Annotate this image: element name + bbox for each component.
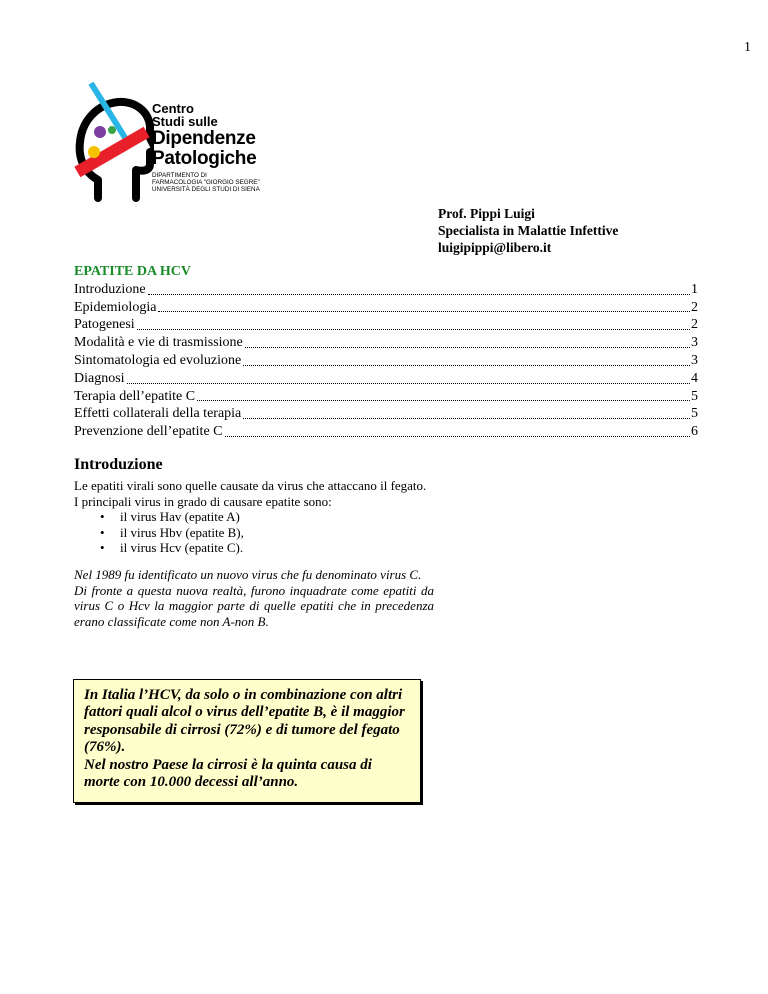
page-number: 1 — [744, 40, 751, 55]
logo-department — [152, 172, 260, 193]
toc-entry-page: 5 — [691, 388, 698, 404]
toc-dot-leader — [243, 418, 690, 419]
author-block — [438, 205, 618, 256]
toc-dot-leader — [197, 400, 690, 401]
highlight-box — [73, 679, 421, 803]
italic-block — [74, 567, 434, 629]
logo-dept-line2: FARMACOLOGIA "GIORGIO SEGRE" — [152, 179, 260, 186]
toc-entry-page: 6 — [691, 424, 698, 440]
toc-entry-page: 3 — [691, 352, 698, 368]
toc-entry-page: 3 — [691, 335, 698, 351]
section-title: Introduzione — [74, 456, 163, 473]
toc-entry[interactable] — [74, 405, 698, 423]
highlight-text: Nel nostro Paese la cirrosi è la quinta causa di morte con 10.000 decessi all’anno. — [84, 756, 372, 791]
virus-list — [100, 509, 434, 556]
toc-entry-page: 2 — [691, 317, 698, 333]
author-email[interactable]: luigipippi@libero.it — [438, 240, 552, 255]
toc-entry[interactable] — [74, 352, 698, 370]
toc-entry-label: Epidemiologia — [74, 299, 157, 315]
table-of-contents — [74, 263, 698, 441]
toc-entry-label: Effetti collaterali della terapia — [74, 406, 242, 422]
toc-dot-leader — [245, 347, 690, 348]
toc-entry-page: 4 — [691, 370, 698, 386]
highlight-text: In Italia l’HCV, da solo o in combinazione con altri fattori quali alcol o virus dell’epatite B, è il maggior responsabile di cirrosi (72%) e di tumore del fegato (76%). — [84, 687, 405, 756]
logo-text — [152, 102, 260, 193]
head-profile-logo-icon — [70, 80, 154, 220]
toc-list — [74, 281, 698, 441]
logo-line-studi: Studi sulle — [152, 114, 218, 129]
toc-title: EPATITE DA HCV — [74, 264, 191, 279]
toc-entry[interactable] — [74, 334, 698, 352]
toc-entry-label: Patogenesi — [74, 317, 135, 333]
italic-paragraph: Nel 1989 fu identificato un nuovo virus che fu denominato virus C. — [74, 566, 422, 582]
logo-line-centro: Centro — [152, 101, 194, 116]
toc-dot-leader — [158, 311, 690, 312]
toc-dot-leader — [225, 436, 691, 437]
toc-dot-leader — [137, 329, 690, 330]
toc-entry[interactable] — [74, 281, 698, 299]
toc-dot-leader — [148, 294, 690, 295]
toc-entry[interactable] — [74, 316, 698, 334]
toc-entry-page: 1 — [691, 281, 698, 297]
logo — [70, 80, 270, 220]
toc-entry[interactable] — [74, 370, 698, 388]
toc-dot-leader — [127, 383, 690, 384]
list-item: • il virus Hav (epatite A) — [100, 509, 434, 525]
toc-entry-label: Prevenzione dell’epatite C — [74, 424, 223, 440]
toc-entry-label: Terapia dell’epatite C — [74, 388, 196, 404]
list-item: • il virus Hcv (epatite C). — [100, 540, 434, 556]
toc-entry-label: Introduzione — [74, 281, 146, 297]
italic-paragraph: Di fronte a questa nuova realtà, furono inquadrate come epatiti da virus C o Hcv la maggior parte di quelle epatiti che in precedenza erano classificate come non A-non B. — [74, 582, 434, 629]
logo-line-dipendenze: Dipendenze — [152, 128, 256, 149]
author-title: Specialista in Malattie Infettive — [438, 223, 619, 238]
logo-line-patologiche: Patologiche — [152, 148, 257, 169]
section-body — [74, 478, 434, 629]
logo-dept-line3: UNIVERSITÀ DEGLI STUDI DI SIENA — [152, 186, 260, 193]
toc-entry-label: Modalità e vie di trasmissione — [74, 335, 243, 351]
toc-entry[interactable] — [74, 299, 698, 317]
paragraph: I principali virus in grado di causare epatite sono: — [74, 493, 332, 509]
toc-entry[interactable] — [74, 423, 698, 441]
paragraph: Le epatiti virali sono quelle causate da virus che attaccano il fegato. — [74, 478, 427, 493]
logo-dept-line1: DIPARTIMENTO DI — [152, 172, 207, 179]
author-name: Prof. Pippi Luigi — [438, 206, 535, 221]
toc-entry-page: 2 — [691, 299, 698, 315]
list-item: • il virus Hbv (epatite B), — [100, 525, 434, 541]
toc-entry-label: Sintomatologia ed evoluzione — [74, 352, 242, 368]
toc-entry-page: 5 — [691, 406, 698, 422]
toc-dot-leader — [243, 365, 690, 366]
toc-entry-label: Diagnosi — [74, 370, 125, 386]
toc-entry[interactable] — [74, 388, 698, 406]
